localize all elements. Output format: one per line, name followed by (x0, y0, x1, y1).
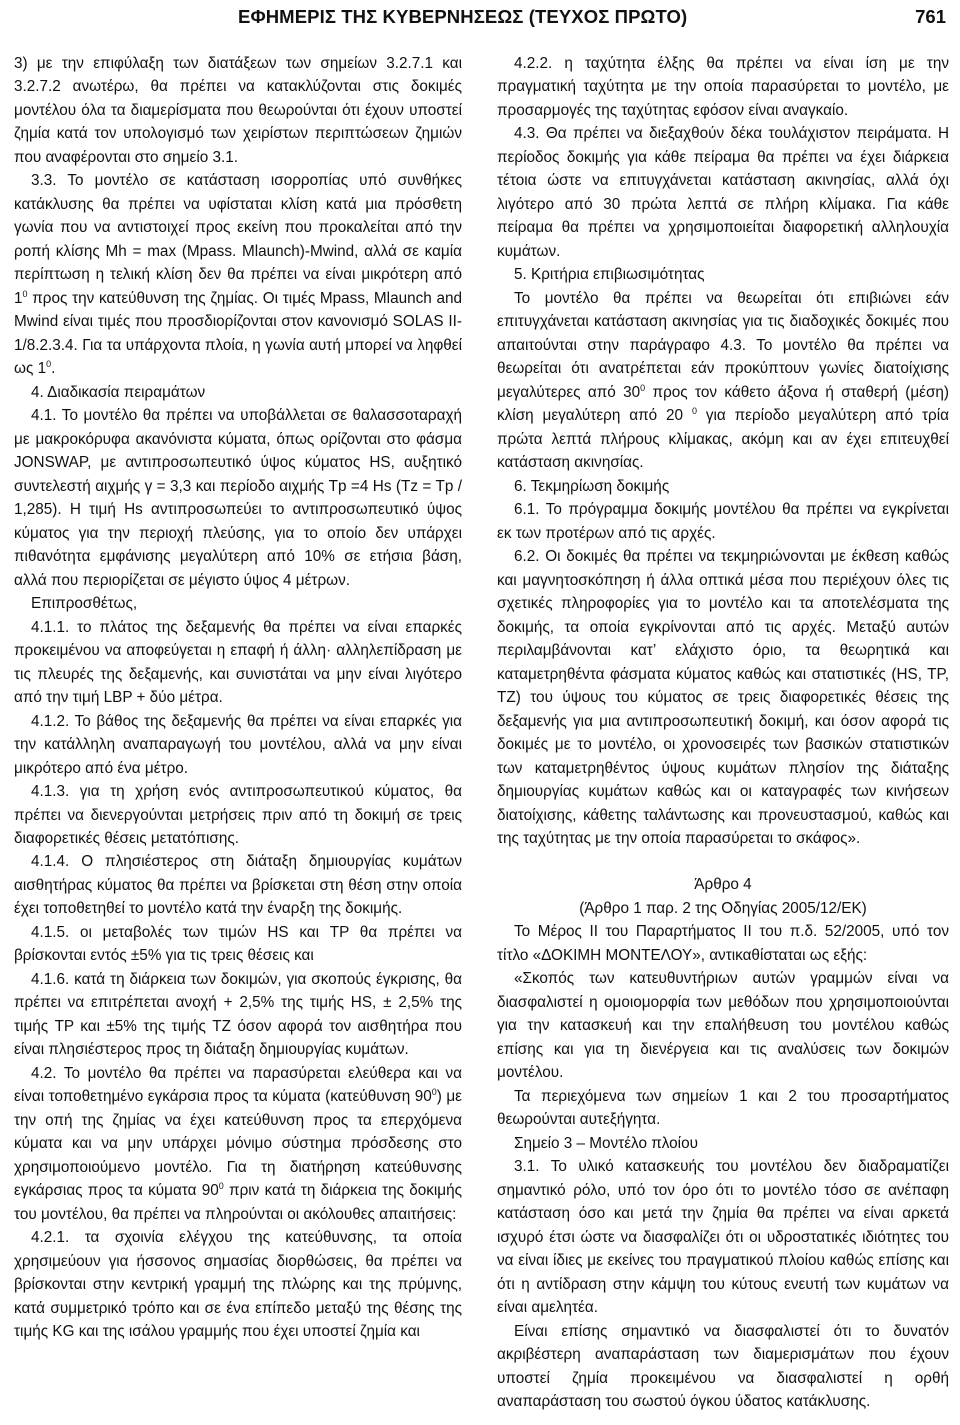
paragraph (14, 616, 462, 710)
paragraph-text: Είναι επίσης σημαντικό να διασφαλιστεί ότι το δυνατόν ακριβέστερη αναπαράσταση των διαμερισμάτων που έχουν υποστεί ζημία προκειμένου να διασφαλιστεί η ορθή αναπαράσταση του σωστού όγκου ύδατος κατάκλυσης. (497, 1322, 949, 1411)
paragraph-text: 4.1.3. για τη χρήση ενός αντιπροσωπευτικού κύματος, θα πρέπει να διενεργούνται μετρήσεις πριν από τη δοκιμή σε τρεις διαφορετικές θέσεις μετατόπισης. (14, 783, 462, 847)
paragraph-text: 4.3. Θα πρέπει να διεξαχθούν δέκα τουλάχιστον πειράματα. Η περίοδος δοκιμής για κάθε πείραμα θα πρέπει να έχει διάρκεια τέτοια ώστε να επιτυγχάνεται κατάσταση ακινησίας, αλλά όχι λιγότερο από 30 πρώτα λεπτά σε πλήρη κλίμακα. Για κάθε πείραμα θα πρέπει να χρησιμοποιείται διαφορετική αλληλουχία κυμάτων. (497, 125, 949, 260)
paragraph (497, 1085, 949, 1132)
degree-superscript: 0 (431, 1087, 437, 1098)
paragraph-text: 4.1.6. κατά τη διάρκεια των δοκιμών, για σκοπούς έγκρισης, θα πρέπει να επιτρέπεται ανοχή + 2,5% της τιμής HS, ± 2,5% της τιμής TP και ±5% της τιμής TZ όσον αφορά τον αισθητήρα που είναι πλησιέστερος προς τη διάταξη δημιουργίας κυμάτων. (14, 970, 462, 1059)
paragraph-text: 5. Κριτήρια επιβιωσιμότητας (514, 266, 705, 284)
paragraph (14, 710, 462, 780)
paragraph-text: 3) με την επιφύλαξη των διατάξεων των σημείων 3.2.7.1 και 3.2.7.2 ανωτέρω, θα πρέπει να κατακλύζονται στις δοκιμές μοντέλου όλα τα διαμερίσματα που θεωρούνται ότι έχουν υποστεί ζημία κατά τον υπολογισμό των χειρίστων περιπτώσεων ζημιών που αναφέρονται στο σημείο 3.1. (14, 55, 462, 166)
paragraph (14, 1226, 462, 1343)
paragraph-text: 4.1.4. Ο πλησιέστερος στη διάταξη δημιουργίας κυμάτων αισθητήρας κύματος θα πρέπει να βρίσκεται στη θέση στην οποία έχει τοποθετηθεί το μοντέλο κατά την έναρξη της δοκιμής. (14, 853, 462, 918)
paragraph-text: Το Μέρος II του Παραρτήματος II του π.δ. 52/2005, υπό τον τίτλο «ΔΟΚΙΜΗ ΜΟΝΤΕΛΟΥ», αντικαθίσταται ως εξής: (497, 923, 949, 964)
paragraph-text: . (51, 360, 56, 378)
paragraph (497, 498, 949, 545)
paragraph (497, 122, 949, 263)
paragraph (497, 287, 949, 475)
paragraph (497, 475, 949, 498)
page-number: 761 (915, 6, 946, 27)
paragraph (497, 52, 949, 122)
paragraph-text: 3.3. Το μοντέλο σε κατάσταση ισορροπίας υπό συνθήκες κατάκλυσης θα πρέπει να υφίσταται κλίση κατά μια πρόσθετη γωνία που να αντιστοιχεί προς εκείνη που προκαλείται από την ροπή κλίσης Mh = max (Mpass. Mlaunch)-Mwind, αλλά σε καμία περίπτωση η τελική κλίση δεν θα πρέπει να είναι μικρότερη από 1 (14, 172, 462, 307)
paragraph-text: Σημείο 3 – Μοντέλο πλοίου (514, 1134, 698, 1152)
paragraph (497, 263, 949, 286)
right-column (497, 52, 949, 1414)
paragraph-text: 6.2. Οι δοκιμές θα πρέπει να τεκμηριώνονται με έκθεση καθώς και μαγνητοσκόπηση ή άλλα οπτικά μέσα που περιέχουν όλες τις σχετικές πληροφορίες για το μοντέλο και τα αποτελέσματα της δοκιμής, τα οποία εγκρίνονται από τις αρχές. Μεταξύ αυτών περιλαμβάνονται κατ’ ελάχιστο όριο, τα θεωρητικά και καταμετρηθέντα φάσματα κύματος καθώς και στατιστικές (HS, TP, TZ) του ύψους του κύματος σε τρεις διαφορετικές θέσεις της δεξαμενής για μια αντιπροσωπευτική δοκιμή, και όσον αφορά τις δοκιμές με το μοντέλο, οι χρονοσειρές των βασικών στατιστικών των καταμετρηθέντος ύψους κυμάτων πλησίον της διάταξης δημιουργίας κυμάτων καθώς και οι καταγραφές των κινήσεων διατοίχισης, κάθετης ταλάντωσης και προνευστασμού, καθώς και της ταχύτητας με την οποία παρασύρεται το σκάφος». (497, 548, 949, 847)
paragraph-text: (Άρθρο 1 παρ. 2 της Οδηγίας 2005/12/ΕΚ) (579, 899, 867, 917)
spacer (497, 850, 949, 873)
paragraph-text: «Σκοπός των κατευθυντήριων αυτών γραμμών είναι να διασφαλιστεί η ομοιομορφία των μεθόδων που χρησιμοποιούνται για την κατασκευή και την επαλήθευση του μοντέλου καθώς επίσης και για τη διενέργεια και τις αναλύσεις των δοκιμών μοντέλου. (497, 970, 949, 1082)
degree-superscript: 0 (218, 1181, 224, 1192)
paragraph-text: 4. Διαδικασία πειραμάτων (31, 383, 206, 401)
paragraph (14, 1062, 462, 1226)
paragraph (14, 52, 462, 169)
paragraph-text: 6. Τεκμηρίωση δοκιμής (514, 477, 670, 495)
paragraph-text: πριν κατά τη διάρκεια της δοκιμής του μοντέλου, θα πρέπει να πληρούνται οι ακόλουθες απαιτήσεις: (14, 1182, 462, 1223)
paragraph-text: 4.1.2. Το βάθος της δεξαμενής θα πρέπει να είναι επαρκές για την κατάλληλη αναπαραγωγή του μοντέλου, αλλά να μην είναι μικρότερο από ένα μέτρο. (14, 712, 462, 777)
paragraph (14, 404, 462, 592)
paragraph-text: 6.1. Το πρόγραμμα δοκιμής μοντέλου θα πρέπει να εγκρίνεται εκ των προτέρων από τις αρχές. (497, 501, 949, 542)
paragraph (497, 545, 949, 850)
paragraph-text: ) με την οπή της ζημίας να έχει κατεύθυνση προς τα επερχόμενα κύματα και να μην υπάρχει μόνιμο σύστημα πρόσδεσης στο χρησιμοποιούμενο μοντέλο. Για τη διατήρηση κατεύθυνσης εγκάρσιας προς τα κύματα 90 (14, 1088, 462, 1200)
paragraph-text: Τα περιεχόμενα των σημείων 1 και 2 του προσαρτήματος θεωρούνται αυτεξήγητα. (497, 1087, 949, 1129)
paragraph-text: 4.2. Το μοντέλο θα πρέπει να παρασύρεται ελεύθερα και να είναι τοποθετημένο εγκάρσια προς τα κύματα (κατεύθυνση 90 (14, 1064, 462, 1106)
paragraph (14, 968, 462, 1062)
paragraph-text: 3.1. Το υλικό κατασκευής του μοντέλου δεν διαδραματίζει σημαντικό ρόλο, υπό τον όρο ότι το μοντέλο τόσο σε ανέπαφη κατάσταση όσο και μετά την ζημία θα πρέπει να είναι αρκετά ισχυρό έτσι ώστε να διασφαλίζει ότι οι υδροστατικές ιδιότητες του να είναι ίδιες με εκείνες του πραγματικού πλοίου καθώς επίσης και ότι η αντίδραση στην κάμψη του κύτους ενευτή των κυμάτων να είναι αμελητέα. (497, 1158, 949, 1317)
paragraph (497, 1320, 949, 1414)
publication-title: ΕΦΗΜΕΡΙΣ ΤΗΣ ΚΥΒΕΡΝΗΣΕΩΣ (ΤΕΥΧΟΣ ΠΡΩΤΟ) (238, 6, 688, 27)
degree-superscript: 0 (691, 406, 697, 417)
paragraph-text: 4.2.2. η ταχύτητα έλξης θα πρέπει να είναι ίση με την πραγματική ταχύτητα με την οποία παρασύρεται το μοντέλο, με προσαρμογές της ταχύτητας εφόσον είναι αναγκαίο. (497, 55, 949, 119)
paragraph (14, 592, 462, 615)
paragraph-text: για περίοδο μεγαλύτερη από τρία πρώτα λεπτά πλήρους κλίμακας, ακόμη και αν έχει επιτευχθεί κατάσταση ακινησίας. (497, 407, 949, 472)
paragraph-text: προς τον κάθετο άξονα ή σταθερή (μέση) κλίση μεγαλύτερη από 20 (497, 383, 949, 425)
paragraph-text: Άρθρο 4 (694, 876, 752, 894)
page-header (0, 0, 960, 40)
paragraph-text: 4.2.1. τα σχοινία ελέγχου της κατεύθυνσης, τα οποία χρησιμεύουν για ήσσονος σημασίας διορθώσεις, θα πρέπει να βρίσκονται στην κεντρική γραμμή της πλώρης και της πρύμνης, κατά συμμετρικό τρόπο και σε ένα επίπεδο μεταξύ της θέσης της τιμής KG και της ισάλου γραμμής που έχει υποστεί ζημία και (14, 1229, 462, 1341)
paragraph-text: Επιπροσθέτως, (31, 595, 138, 613)
degree-superscript: 0 (46, 359, 52, 370)
paragraph (497, 1155, 949, 1319)
degree-superscript: 0 (640, 382, 646, 393)
paragraph (497, 1132, 949, 1155)
paragraph-text: 4.1.1. το πλάτος της δεξαμενής θα πρέπει να είναι επαρκές προκειμένου να αποφεύγεται η επαφή ή άλλη· αλληλεπίδραση με τις πλευρές της δεξαμενής, και συνιστάται να μην είναι λιγότερο από την τιμή LBP + δύο μέτρα. (14, 618, 462, 707)
paragraph (14, 780, 462, 850)
paragraph (497, 897, 949, 920)
paragraph (14, 921, 462, 968)
paragraph (497, 967, 949, 1084)
paragraph (497, 920, 949, 967)
paragraph-text: προς την κατεύθυνση της ζημίας. Οι τιμές Mpass, Mlaunch and Mwind είναι τιμές που προσδιορίζονται στον κανονισμό SOLAS II-1/8.2.3.4. Για τα υπάρχοντα πλοία, η γωνία αυτή μπορεί να ληφθεί ως 1 (14, 289, 462, 378)
paragraph (14, 850, 462, 920)
paragraph-text: 4.1.5. οι μεταβολές των τιμών HS και TP θα πρέπει να βρίσκονται εντός ±5% για τις τρεις θέσεις και (14, 923, 462, 965)
paragraph-text: Το μοντέλο θα πρέπει να θεωρείται ότι επιβιώνει εάν επιτυγχάνεται κατάσταση ακινησίας για τις διαδοχικές δοκιμές που απαιτούνται στην παράγραφο 4.3. Το μοντέλο θα πρέπει να θεωρείται ότι ανατρέπεται εάν προκύπτουν γωνίες διατοίχισης μεγαλύτερες από 30 (497, 289, 949, 401)
left-column (14, 52, 462, 1344)
paragraph (497, 873, 949, 896)
paragraph (14, 381, 462, 404)
paragraph (14, 169, 462, 380)
paragraph-text: 4.1. Το μοντέλο θα πρέπει να υποβάλλεται σε θαλασσοταραχή με μακροκόρυφα ακανόνιστα κύματα, όπως ορίζονται στο φάσμα JONSWAP, με αντιπροσωπευτικό ύψος κύματος HS, αυξητικό συντελεστή αιχμής γ = 3,3 και περίοδο αιχμής Tp =4 Hs (Tz = Tp / 1,285). Η τιμή Hs αντιπροσωπεύει το αντιπροσωπευτικό ύψος κύματος για την περιοχή πλεύσης, για το οποίο δεν υπάρχει πιθανότητα εμφάνισης μεγαλύτερη από 10% σε ετήσια βάση, αλλά που περιορίζεται σε μέγιστο ύψος 4 μέτρων. (14, 407, 462, 589)
degree-superscript: 0 (22, 288, 28, 299)
